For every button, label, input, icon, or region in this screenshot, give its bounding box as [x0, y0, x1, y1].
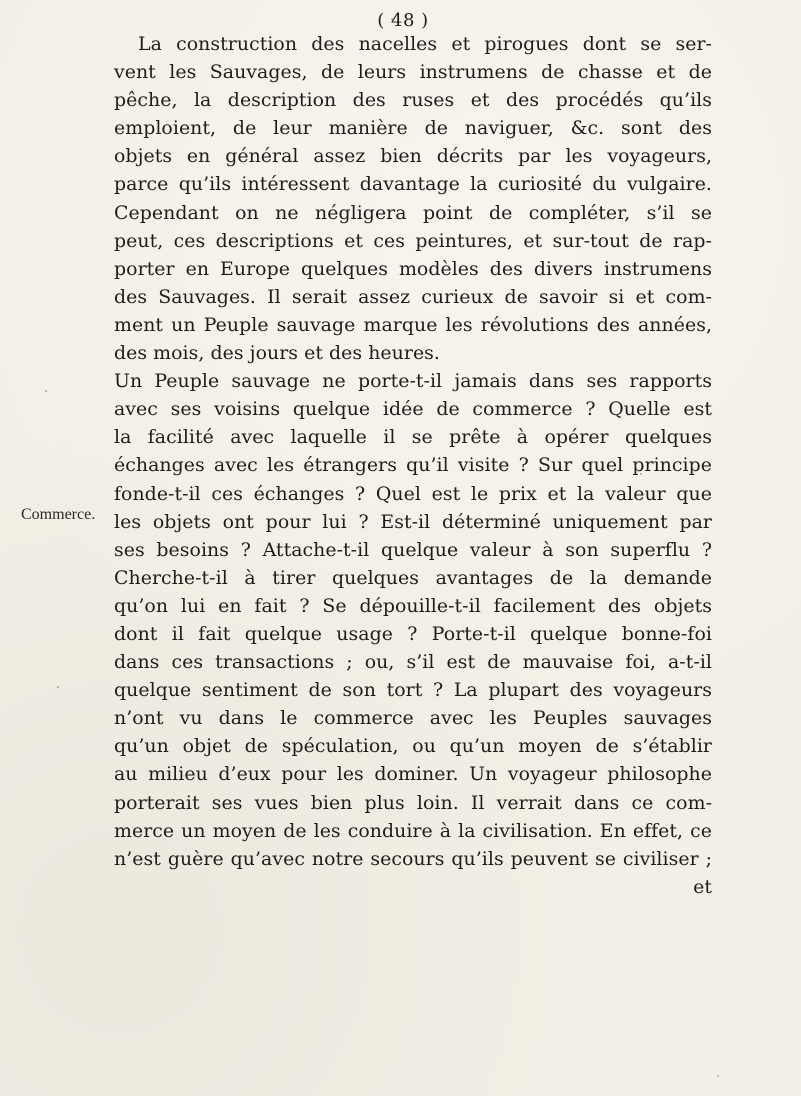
- text-line: qu’on lui en fait ? Se dépouille-t-il facilement des objets: [114, 594, 712, 617]
- paper-speck: [391, 18, 393, 20]
- text-line: les objets ont pour lui ? Est-il déterminé uniquement par: [114, 510, 712, 533]
- text-line: Cherche-t-il à tirer quelques avantages de la demande: [114, 566, 712, 589]
- paper-speck: [640, 473, 642, 475]
- text-line: quelque sentiment de son tort ? La plupart des voyageurs: [114, 679, 712, 702]
- text-line: pêche, la description des ruses et des procédés qu’ils: [114, 89, 712, 112]
- text-line: dont il fait quelque usage ? Porte-t-il quelque bonne-foi: [114, 622, 712, 645]
- text-line: porterait ses vues bien plus loin. Il verrait dans ce com-: [114, 791, 712, 814]
- catchword: et: [693, 875, 712, 898]
- text-line: Cependant on ne négligera point de compléter, s’il se: [114, 201, 712, 224]
- text-line: dans ces transactions ; ou, s’il est de mauvaise foi, a-t-il: [114, 651, 712, 674]
- text-line: peut, ces descriptions et ces peintures, et sur-tout de rap-: [114, 229, 712, 252]
- text-line: parce qu’ils intéressent davantage la curiosité du vulgaire.: [114, 173, 712, 196]
- text-line: ment un Peuple sauvage marque les révolutions des années,: [114, 313, 712, 336]
- text-line: fonde-t-il ces échanges ? Quel est le prix et la valeur que: [114, 482, 712, 505]
- text-line: au milieu d’eux pour les dominer. Un voyageur philosophe: [114, 763, 712, 786]
- text-line: ses besoins ? Attache-t-il quelque valeur à son superflu ?: [114, 538, 712, 561]
- text-line: qu’un objet de spéculation, ou qu’un moyen de s’établir: [114, 735, 712, 758]
- paragraph-1: [114, 30, 712, 367]
- text-line: porter en Europe quelques modèles des divers instrumens: [114, 257, 712, 280]
- text-line: merce un moyen de les conduire à la civilisation. En effet, ce: [114, 819, 712, 842]
- paper-speck: [45, 390, 47, 392]
- text-line: n’ont vu dans le commerce avec les Peuples sauvages: [114, 707, 712, 730]
- text-line: des mois, des jours et des heures.: [114, 342, 440, 365]
- paragraph-2: [114, 367, 712, 901]
- main-text: [114, 30, 712, 901]
- margin-note-commerce: Commerce.: [21, 506, 96, 523]
- text-line: emploient, de leur manière de naviguer, &c. sont des: [114, 117, 712, 140]
- text-line: objets en général assez bien décrits par les voyageurs,: [114, 145, 712, 168]
- paper-speck: [57, 686, 59, 688]
- text-line: n’est guère qu’avec notre secours qu’ils peuvent se civiliser ;: [114, 847, 712, 870]
- text-line: la facilité avec laquelle il se prête à opérer quelques: [114, 426, 712, 449]
- text-line: Un Peuple sauvage ne porte-t-il jamais dans ses rapports: [114, 370, 712, 393]
- text-line: avec ses voisins quelque idée de commerce ? Quelle est: [114, 398, 712, 421]
- text-line: vent les Sauvages, de leurs instrumens de chasse et de: [114, 61, 712, 84]
- paper-speck: [717, 1075, 719, 1077]
- page-number: ( 48 ): [377, 10, 429, 31]
- text-line: des Sauvages. Il serait assez curieux de savoir si et com-: [114, 285, 712, 308]
- text-line: La construction des nacelles et pirogues dont se ser-: [138, 33, 712, 55]
- text-line: échanges avec les étrangers qu’il visite ? Sur quel principe: [114, 454, 712, 477]
